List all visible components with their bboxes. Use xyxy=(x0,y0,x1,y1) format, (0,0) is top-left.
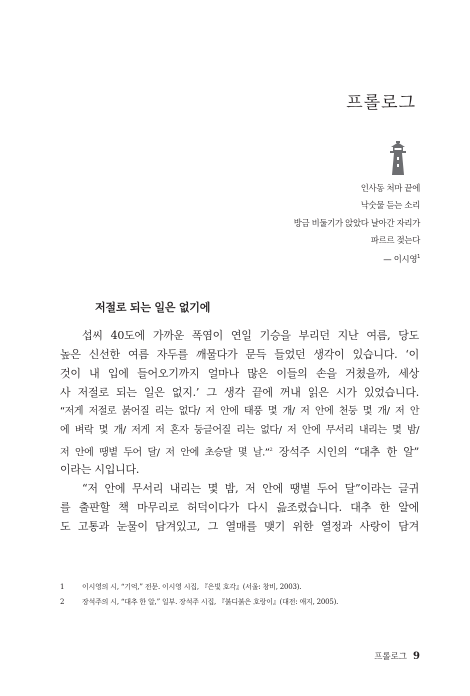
quoted-poem-line: 에 벼락 몇 개/ 저게 저 혼자 둥글어질 리는 없다/ 저 안에 무서리 내리는 몇 밤/ xyxy=(60,425,419,437)
epigraph-line: 낙숫물 듣는 소리 xyxy=(360,200,420,211)
footnote-number: 1 xyxy=(60,583,65,591)
footnote xyxy=(60,595,419,610)
footnote-text: 이시영의 시, “기억,” 전문. 이시영 시집, 『은빛 호각』(서울: 창비, 2003). xyxy=(82,583,302,591)
paragraph-line: 사 저절로 되는 일은 없지.’ 그 생각 끝에 꺼내 읽은 시가 있었습니다. xyxy=(60,386,419,400)
page-number: 9 xyxy=(413,651,420,662)
footnote-ref-1[interactable]: 1 xyxy=(417,254,420,261)
paragraph-line: 섭씨 40도에 가까운 폭염이 연일 기승을 부리던 지난 여름, 당도 xyxy=(82,329,419,342)
running-footer xyxy=(374,650,420,662)
footer-label: 프롤로그 xyxy=(374,652,408,662)
epigraph-line: 인사동 처마 끝에 xyxy=(360,183,420,193)
paragraph-line: 것이 내 입에 들어오기까지 얼마나 많은 이들의 손을 거쳤을까, 세상 xyxy=(60,367,419,381)
footnotes xyxy=(60,580,419,610)
lighthouse-icon xyxy=(386,141,410,175)
footnote-ref-2[interactable]: 2 xyxy=(269,446,273,453)
chapter-title: 프롤로그 xyxy=(346,93,416,113)
footnote-text: 장석주의 시, “대추 한 알,” 일부. 장석주 시집, 『붉디붉은 호랑이』(대전: 애지, 2005). xyxy=(82,598,339,606)
quoted-poem-tail: 저 안에 땡볕 두어 달/ 저 안에 초승달 몇 날.” xyxy=(60,447,270,459)
paragraph-line: 이라는 시입니다. xyxy=(60,462,140,476)
footnote xyxy=(60,580,419,595)
poem-source-text: 장석주 시인의 “대추 한 알” xyxy=(272,445,419,459)
paragraph-line: 높은 신선한 여름 자두를 깨물다가 문득 들었던 생각이 있습니다. ‘이 xyxy=(60,348,419,362)
paragraph-line: 를 출판할 책 마무리로 허덕이다가 다시 읊조렸습니다. 대추 한 알에 xyxy=(60,500,419,514)
section-heading: 저절로 되는 일은 없기에 xyxy=(95,301,211,314)
epigraph xyxy=(294,180,420,268)
epigraph-line: 방금 비둘기가 앉았다 날아간 자리가 xyxy=(293,217,420,228)
paragraph-line: “저 안에 무서리 내리는 몇 밤, 저 안에 땡볕 두어 달”이라는 글귀 xyxy=(82,481,419,495)
epigraph-attribution: — 이시영 xyxy=(383,253,418,264)
quoted-poem-line: “저게 저절로 붉어질 리는 없다/ 저 안에 태풍 몇 개/ 저 안에 천둥 몇 개/ 저 안 xyxy=(60,406,419,418)
body-text xyxy=(60,326,419,536)
epigraph-attribution-line xyxy=(294,249,420,268)
footnote-number: 2 xyxy=(60,598,65,606)
paragraph-line: 도 고통과 눈물이 담겨있고, 그 열매를 맺기 위한 열정과 사랑이 담겨 xyxy=(60,519,419,533)
paragraph-line xyxy=(60,441,419,460)
epigraph-line: 파르르 젖는다 xyxy=(370,234,420,245)
